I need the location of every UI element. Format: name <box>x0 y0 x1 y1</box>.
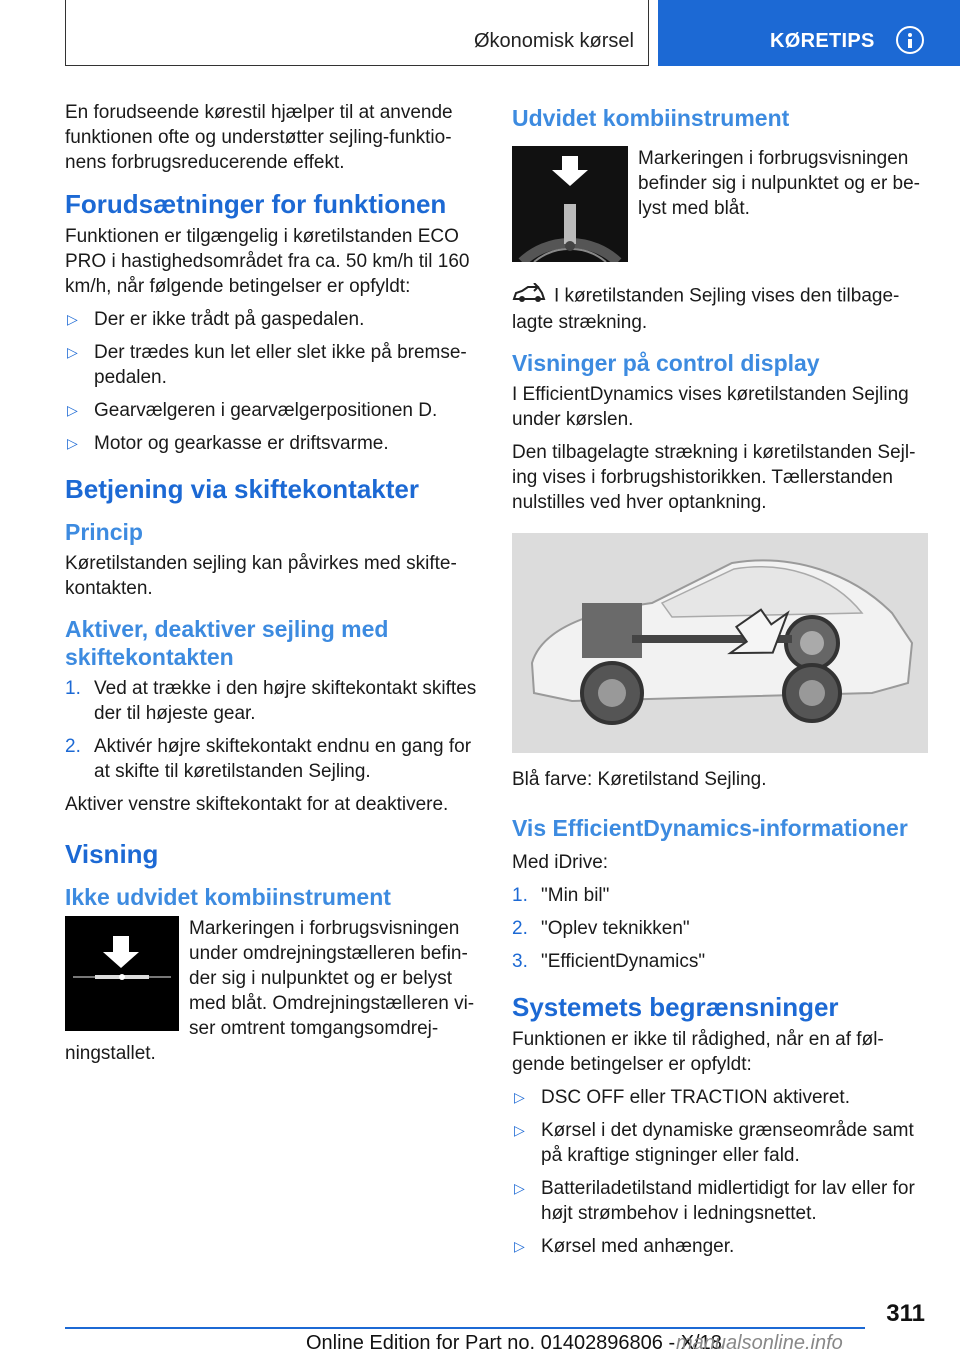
bullet-triangle-icon: ▷ <box>67 311 78 327</box>
coasting-paragraph: I køretilstanden Sejling vises den tilbage-lagte strækning. <box>512 283 928 335</box>
list-item: 3. "EfficientDynamics" <box>512 951 706 972</box>
page-number: 311 <box>886 1300 925 1327</box>
limits-list <box>512 1085 928 1259</box>
heading-prerequisites: Forudsætninger for funktionen <box>65 189 447 219</box>
section-tab-label: Økonomisk kørsel <box>473 30 634 52</box>
list-item: 1. "Min bil" <box>512 885 610 906</box>
rev-counter-image <box>65 916 179 1036</box>
list-item: ▷ Der trædes kun let eller slet ikke på bremse-pedalen. <box>67 342 467 388</box>
prerequisites-text: Funktionen er tilgængelig i køretilstanden ECO PRO i hastighedsområdet fra ca. 50 km/h til 160 km/h, når følgende betingelser er opfyldt: <box>65 226 470 297</box>
heading-display: Visning <box>65 839 159 869</box>
bullet-triangle-icon: ▷ <box>514 1180 525 1196</box>
car-caption: Blå farve: Køretilstand Sejling. <box>512 769 767 790</box>
edition-text: Online Edition for Part no. 01402896806 - X/18 <box>306 1332 722 1354</box>
chapter-tab[interactable] <box>658 0 960 66</box>
bullet-triangle-icon: ▷ <box>67 402 78 418</box>
control-display-text-1: I EfficientDynamics vises køretilstanden Sejling under kørslen. <box>512 384 909 430</box>
list-item: 2. Aktivér højre skiftekontakt endnu en gang for at skifte til køretilstanden Sejling. <box>65 736 472 782</box>
bullet-triangle-icon: ▷ <box>514 1238 525 1254</box>
list-item: ▷ Kørsel med anhænger. <box>514 1236 735 1257</box>
idrive-text: Med iDrive: <box>512 852 609 873</box>
list-item: ▷ Batteriladetilstand midlertidigt for lav eller for højt strømbehov i ledningsnettet. <box>514 1178 915 1224</box>
heading-not-extended: Ikke udvidet kombiinstrument <box>65 884 391 910</box>
heading-extended: Udvidet kombiinstrument <box>512 105 790 131</box>
info-icon[interactable] <box>896 26 924 54</box>
activate-steps <box>65 676 481 784</box>
heading-show-info: Vis EfficientDynamics-informationer <box>512 815 908 841</box>
principle-text: Køretilstanden sejling kan påvirkes med skifte-kontakten. <box>65 553 457 599</box>
heading-operation: Betjening via skiftekontakter <box>65 474 419 504</box>
control-display-text-2: Den tilbagelagte strækning i køretilstanden Sejl-ing vises i forbrugshistorikken. Tællerstanden nulstilles ved hver optankning. <box>512 442 916 513</box>
left-column <box>65 100 481 1074</box>
bullet-triangle-icon: ▷ <box>514 1089 525 1105</box>
bullet-triangle-icon: ▷ <box>514 1122 525 1138</box>
footer-divider <box>65 1327 865 1329</box>
list-item: ▷ DSC OFF eller TRACTION aktiveret. <box>514 1087 850 1108</box>
car-drivetrain-image <box>512 533 928 753</box>
instrument-cluster-image <box>512 146 628 267</box>
not-extended-text: Markeringen i forbrugsvisningen under omdrejningstælleren befin-der sig i nulpunktet og er belyst med blåt. Omdrejningstælleren vi-ser omtrent tomgangsomdrej-ningstallet. <box>65 918 475 1064</box>
watermark-text: manualsonline.info <box>676 1332 843 1354</box>
bullet-triangle-icon: ▷ <box>67 435 78 451</box>
list-item: ▷ Kørsel i det dynamiske grænseområde samt på kraftige stigninger eller fald. <box>514 1120 914 1166</box>
section-tab[interactable] <box>65 0 649 66</box>
heading-activate: Aktiver, deaktiver sejling med skiftekontakten <box>65 616 389 670</box>
bullet-triangle-icon: ▷ <box>67 344 78 360</box>
heading-limits: Systemets begrænsninger <box>512 992 839 1022</box>
prerequisites-list <box>65 307 481 456</box>
list-item: ▷ Der er ikke trådt på gaspedalen. <box>67 309 365 330</box>
list-item: ▷ Motor og gearkasse er driftsvarme. <box>67 433 389 454</box>
deactivate-text: Aktiver venstre skiftekontakt for at deaktivere. <box>65 794 449 815</box>
list-item: ▷ Gearvælgeren i gearvælgerpositionen D. <box>67 400 438 421</box>
coasting-car-icon <box>512 283 546 310</box>
right-column <box>512 100 928 1267</box>
extended-text: Markeringen i forbrugsvisningen befinder sig i nulpunktet og er be-lyst med blåt. <box>638 148 921 219</box>
intro-paragraph: En forudseende kørestil hjælper til at anvende funktionen ofte og understøtter sejling-funktio-nens forbrugsreducerende effekt. <box>65 102 453 173</box>
heading-control-display: Visninger på control display <box>512 350 820 376</box>
limits-text: Funktionen er ikke til rådighed, når en af føl-gende betingelser er opfyldt: <box>512 1029 884 1075</box>
list-item: 2. "Oplev teknikken" <box>512 918 690 939</box>
list-item: 1. Ved at trække i den højre skiftekontakt skiftes der til højeste gear. <box>65 678 477 724</box>
heading-principle: Princip <box>65 519 143 545</box>
page-header <box>0 0 960 66</box>
menu-steps <box>512 883 928 974</box>
chapter-tab-label: KØRETIPS <box>770 30 875 52</box>
